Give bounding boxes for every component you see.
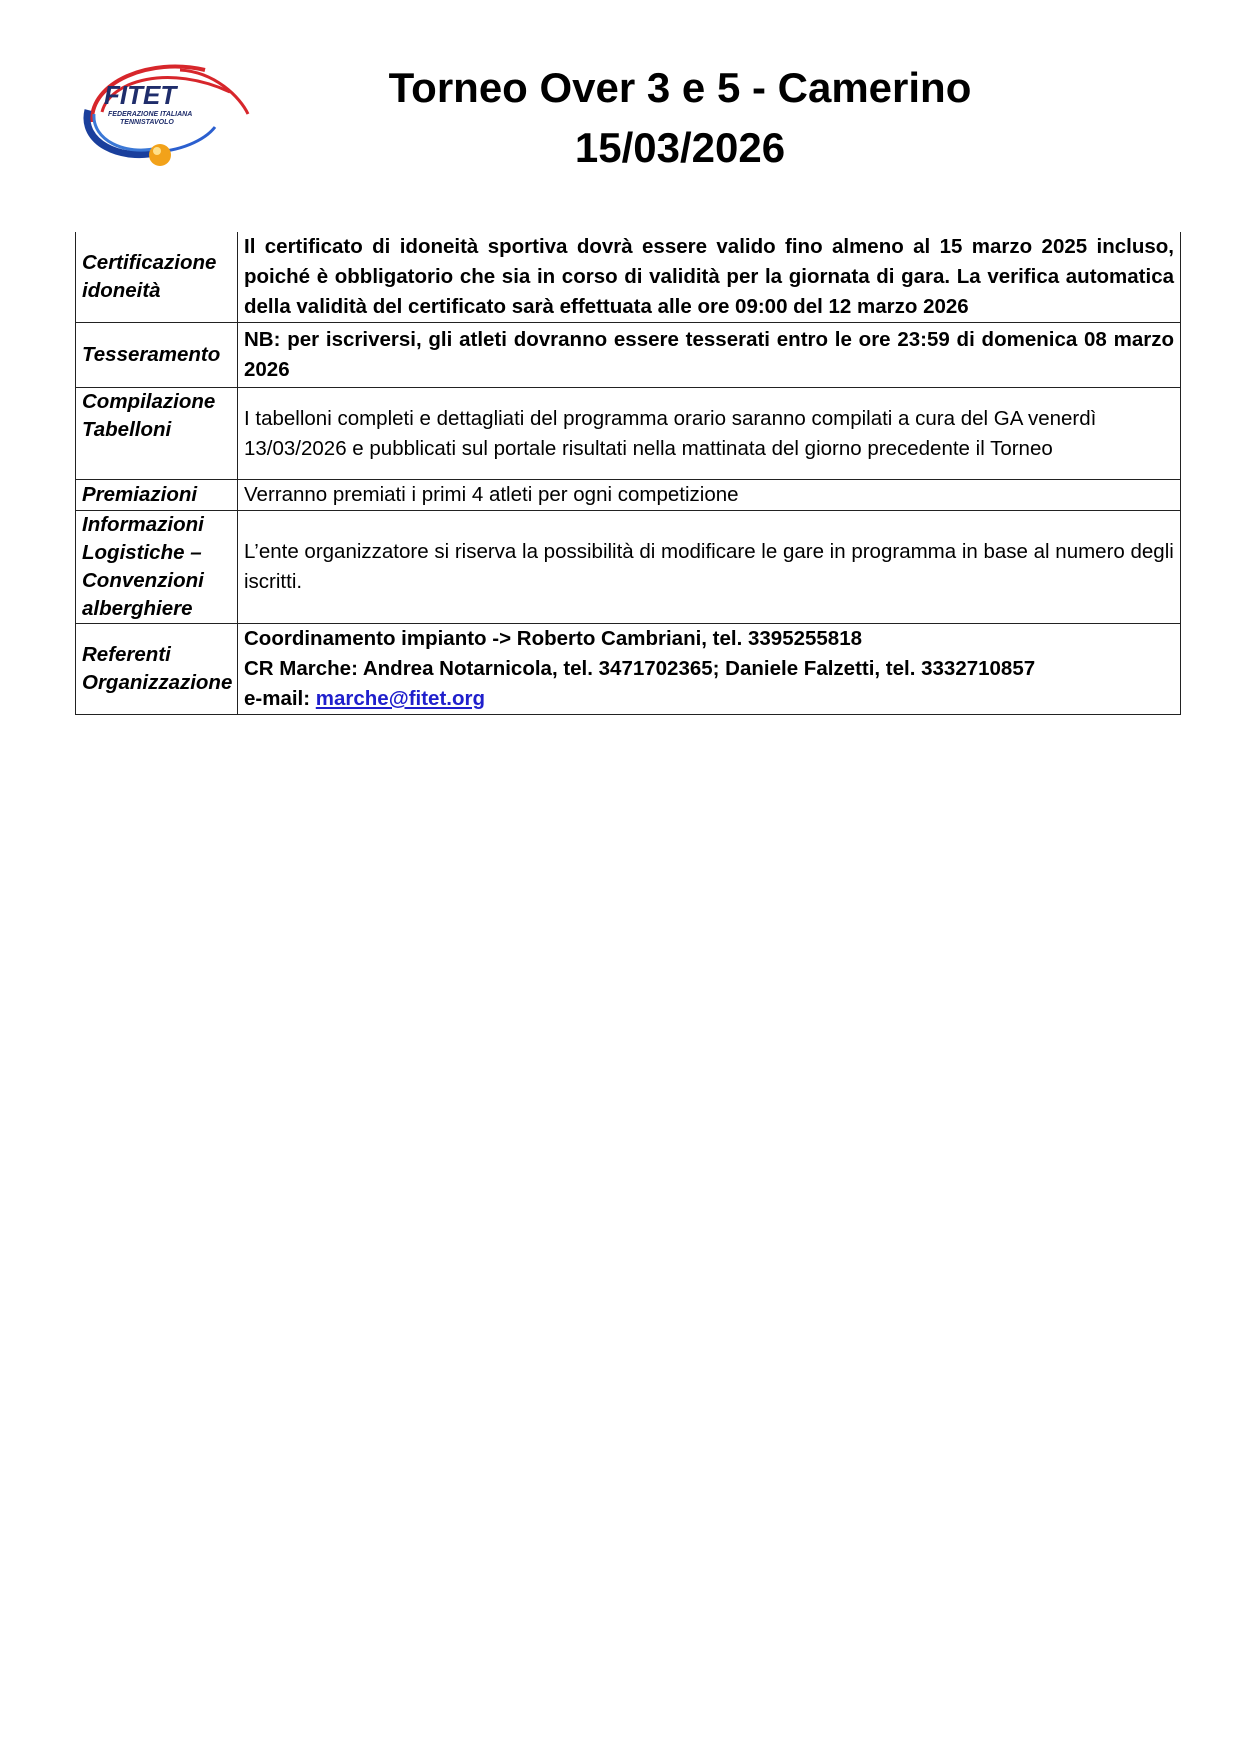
row-content: Verranno premiati i primi 4 atleti per ogni competizione (238, 480, 1181, 511)
fitet-logo (80, 52, 252, 170)
table-row-premiazioni (76, 480, 1181, 511)
table-row-informazioni (76, 511, 1181, 624)
logo-red-arc-3 (180, 70, 248, 114)
title-line-1: Torneo Over 3 e 5 - Camerino (388, 64, 972, 111)
row-label: Tesseramento (76, 323, 238, 388)
row-content: L’ente organizzatore si riserva la possibilità di modificare le gare in programma in base al numero degli iscritti. (238, 511, 1181, 624)
referent-line-2: CR Marche: Andrea Notarnicola, tel. 3471702365; Daniele Falzetti, tel. 3332710857 (244, 657, 1036, 680)
title-line-2: 15/03/2026 (574, 124, 786, 171)
row-label: Certificazione idoneità (76, 232, 238, 323)
logo-brand-text: FITET (104, 80, 177, 110)
email-prefix: e-mail: (244, 687, 316, 710)
logo-subtitle-1: FEDERAZIONE ITALIANA (108, 111, 193, 118)
table-row-tesseramento (76, 323, 1181, 388)
row-content (238, 624, 1181, 715)
logo-subtitle-2: TENNISTAVOLO (120, 119, 174, 126)
row-label: Premiazioni (76, 480, 238, 511)
referent-email-line (244, 684, 1174, 714)
table-row-compilazione (76, 388, 1181, 480)
row-content: I tabelloni completi e dettagliati del programma orario saranno compilati a cura del GA venerdì 13/03/2026 e pubblicati sul portale risultati nella mattinata del giorno precedente il Torneo (238, 388, 1181, 480)
row-label: Compilazione Tabelloni (76, 388, 238, 480)
logo-ball-highlight (153, 147, 161, 155)
fitet-logo-graphic (80, 52, 252, 170)
row-content: NB: per iscriversi, gli atleti dovranno essere tesserati entro le ore 23:59 di domenica 08 marzo 2026 (238, 323, 1181, 388)
page-title (300, 58, 1060, 178)
info-table (75, 232, 1181, 715)
row-label: Informazioni Logistiche – Convenzioni alberghiere (76, 511, 238, 624)
table-row-referenti (76, 624, 1181, 715)
row-label: Referenti Organizzazione (76, 624, 238, 715)
table-row-certificazione (76, 232, 1181, 323)
logo-ball (149, 144, 171, 166)
row-content: Il certificato di idoneità sportiva dovrà essere valido fino almeno al 15 marzo 2025 incluso, poiché è obbligatorio che sia in corso di validità per la giornata di gara. La verifica automatica della validità del certificato sarà effettuata alle ore 09:00 del 12 marzo 2026 (238, 232, 1181, 323)
email-link[interactable]: marche@fitet.org (315, 687, 485, 710)
referent-line-1: Coordinamento impianto -> Roberto Cambriani, tel. 3395255818 (244, 627, 863, 650)
